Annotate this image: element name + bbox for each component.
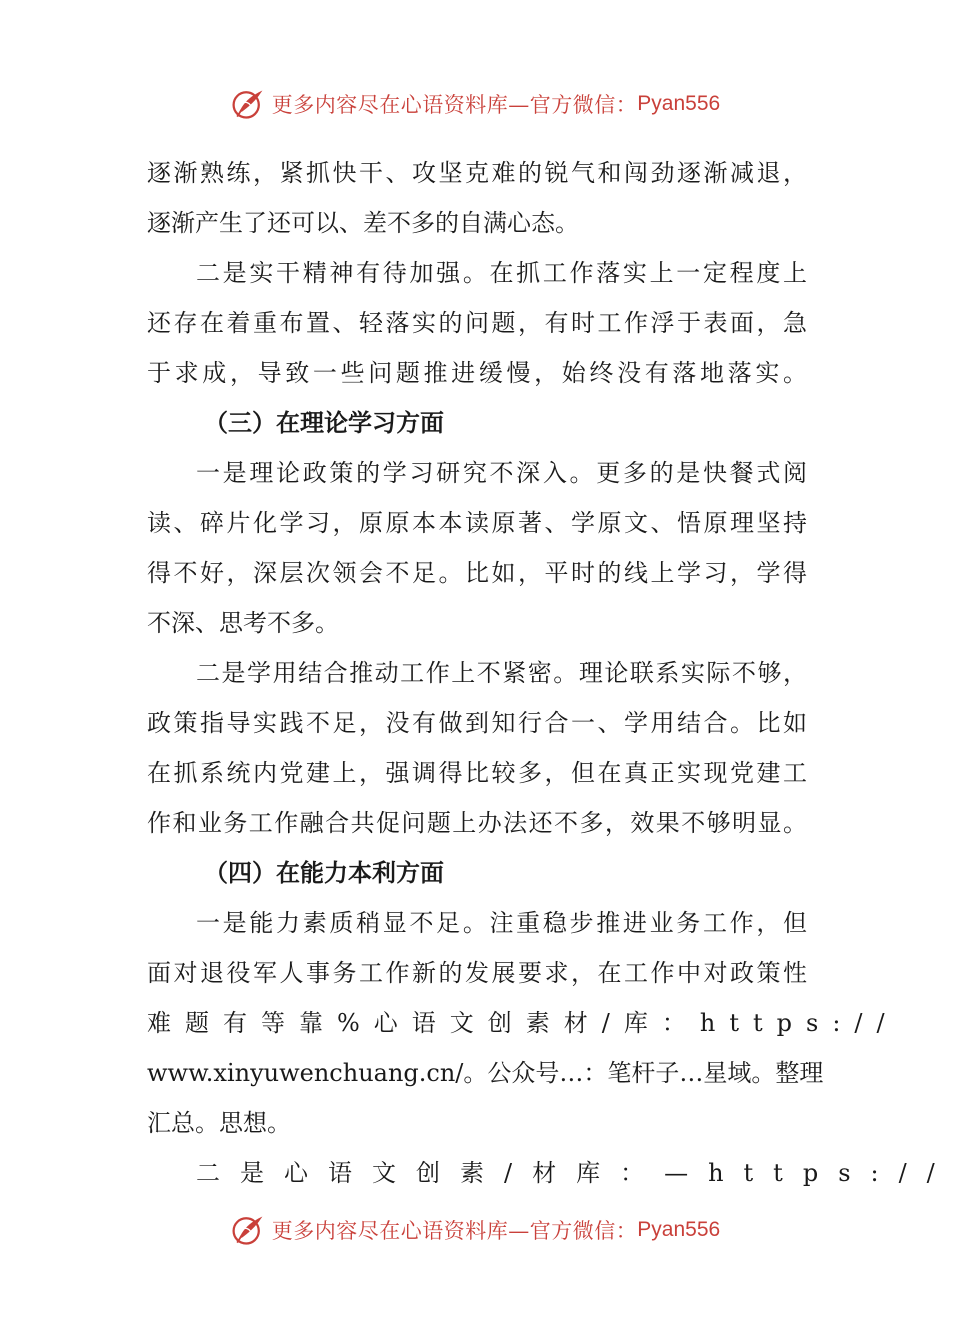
paragraph-line: 逐渐熟练，紧抓快干、攻坚克难的锐气和闯劲逐渐减退， xyxy=(147,159,807,187)
paragraph-line: 一是能力素质稍显不足。注重稳步推进业务工作，但 xyxy=(196,909,807,937)
paragraph-line: 读、碎片化学习，原原本本读原著、学原文、悟原理坚持 xyxy=(147,509,807,537)
pen-feather-logo-icon xyxy=(230,86,266,122)
paragraph-line: 难题有等靠%心语文创素材/库：https:// xyxy=(147,1009,899,1037)
paragraph-line: 二是心语文创素/材库：—https:// xyxy=(196,1159,955,1187)
paragraph-line: 不深、思考不多。 xyxy=(147,609,339,637)
header-banner-text: 更多内容尽在心语资料库—官方微信： xyxy=(271,93,638,117)
paragraph-line: 二是学用结合推动工作上不紧密。理论联系实际不够， xyxy=(196,659,807,687)
header-banner xyxy=(0,82,950,126)
footer-banner xyxy=(0,1208,950,1252)
paragraph-line: 一是理论政策的学习研究不深入。更多的是快餐式阅 xyxy=(196,459,807,487)
paragraph-line: 逐渐产生了还可以、差不多的自满心态。 xyxy=(147,209,579,237)
document-body xyxy=(147,148,955,1198)
section-heading: （四）在能力本利方面 xyxy=(204,858,444,887)
header-banner-wechat: Pyan556 xyxy=(637,92,721,115)
footer-banner-wechat: Pyan556 xyxy=(637,1218,721,1241)
paragraph-line: 作和业务工作融合共促问题上办法还不多，效果不够明显。 xyxy=(147,809,807,837)
section-heading: （三）在理论学习方面 xyxy=(204,408,444,437)
footer-banner-text: 更多内容尽在心语资料库—官方微信： xyxy=(271,1219,638,1243)
paragraph-line: www.xinyuwenchuang.cn/。公众号…：笔杆子…星域。整理 xyxy=(147,1059,824,1087)
paragraph-line: 政策指导实践不足，没有做到知行合一、学用结合。比如 xyxy=(147,709,807,737)
paragraph-line: 面对退役军人事务工作新的发展要求，在工作中对政策性 xyxy=(147,959,807,987)
paragraph-line: 得不好，深层次领会不足。比如，平时的线上学习，学得 xyxy=(147,559,807,587)
paragraph-line: 汇总。思想。 xyxy=(147,1109,291,1137)
paragraph-line: 二是实干精神有待加强。在抓工作落实上一定程度上 xyxy=(196,259,807,287)
pen-feather-logo-icon xyxy=(230,1212,266,1248)
paragraph-line: 在抓系统内党建上，强调得比较多，但在真正实现党建工 xyxy=(147,759,807,787)
paragraph-line: 于求成，导致一些问题推进缓慢，始终没有落地落实。 xyxy=(147,359,807,387)
paragraph-line: 还存在着重布置、轻落实的问题，有时工作浮于表面，急 xyxy=(147,309,807,337)
